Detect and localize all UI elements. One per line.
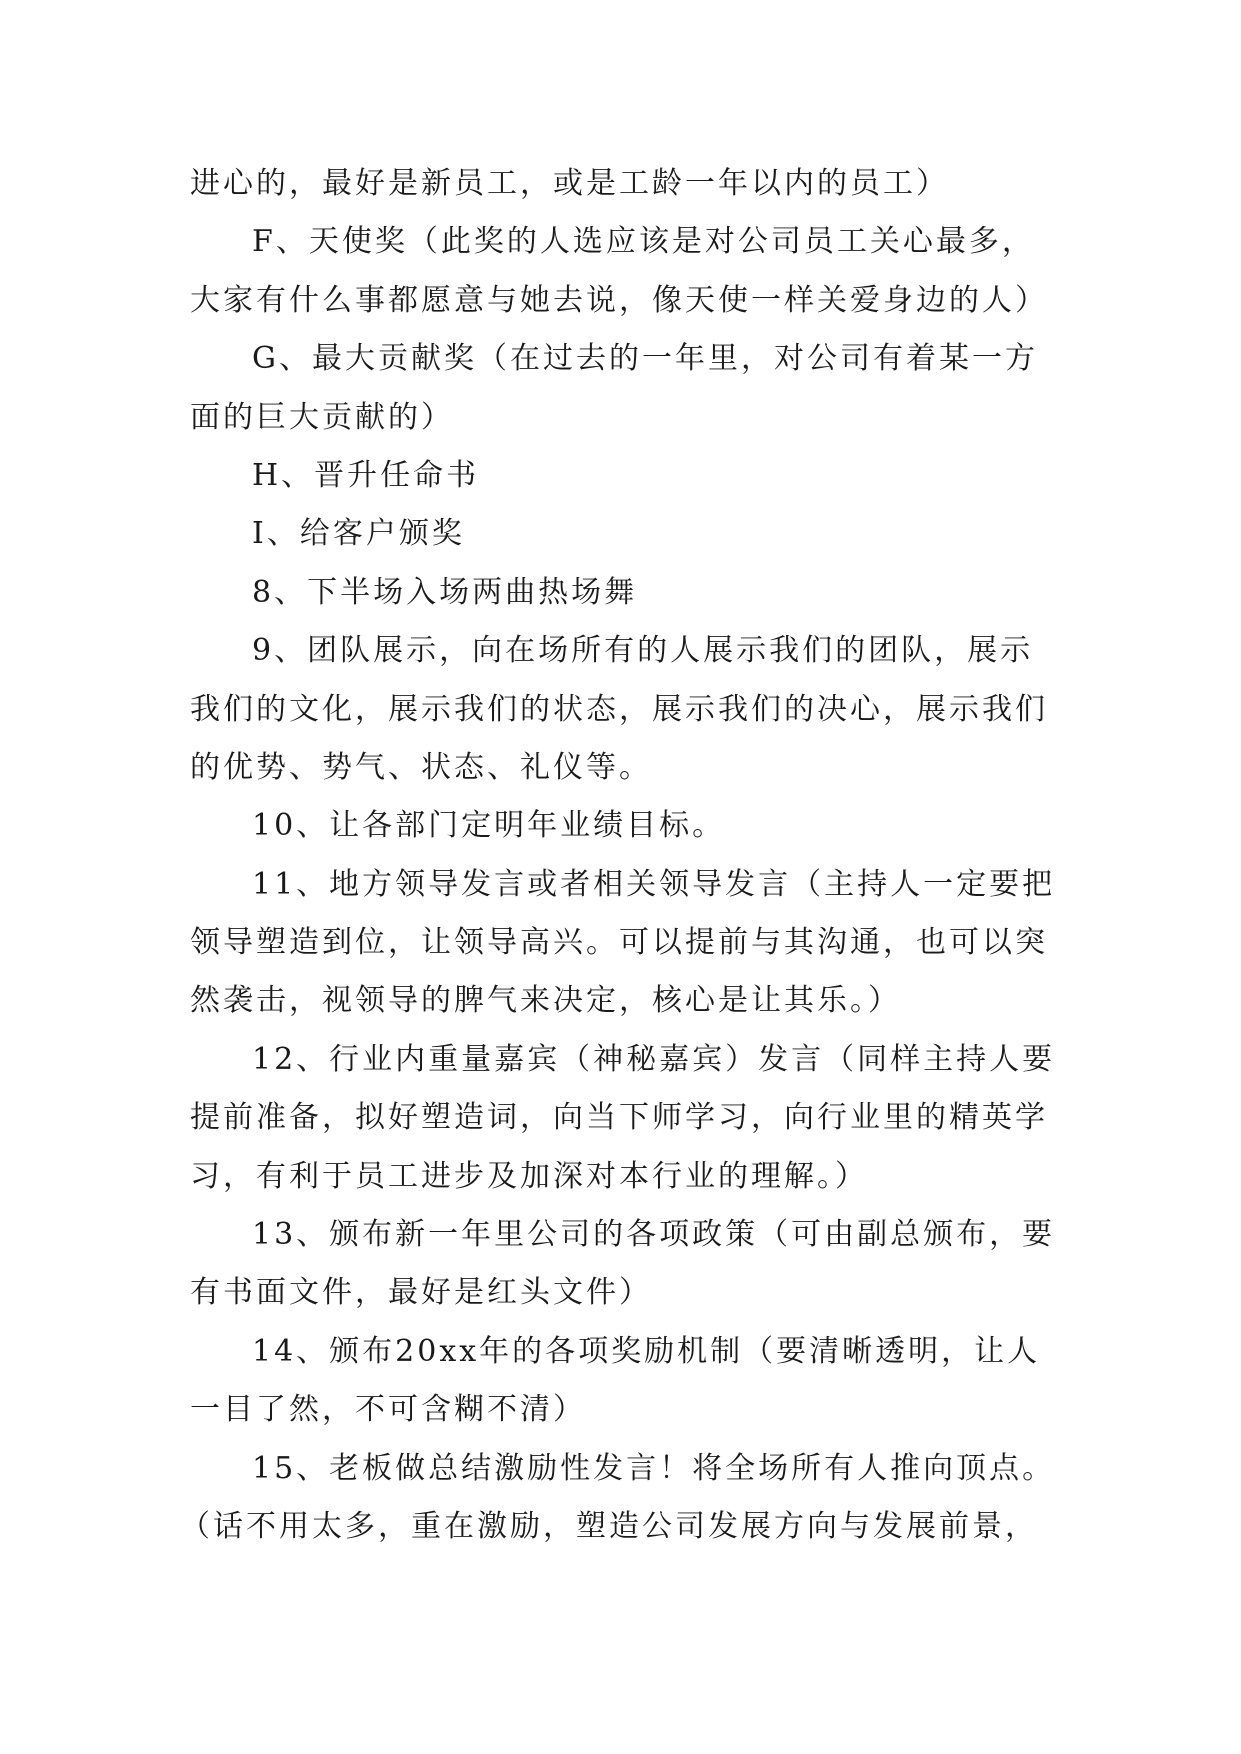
text-line: H、晋升任命书 bbox=[252, 457, 480, 493]
text-line: 有书面文件，最好是红头文件） bbox=[190, 1275, 652, 1311]
text-line: 8、下半场入场两曲热场舞 bbox=[252, 574, 638, 610]
text-line: 大家有什么事都愿意与她去说，像天使一样关爱身边的人） bbox=[190, 282, 1048, 318]
text-line: 领导塑造到位，让领导高兴。可以提前与其沟通，也可以突 bbox=[190, 925, 1048, 961]
text-line: 10、让各部门定明年业绩目标。 bbox=[252, 808, 726, 844]
text-line: 面的巨大贡献的） bbox=[190, 399, 454, 435]
text-line: 习，有利于员工进步及加深对本行业的理解。） bbox=[190, 1158, 868, 1194]
text-line: 13、颁布新一年里公司的各项政策（可由副总颁布，要 bbox=[252, 1217, 1056, 1253]
text-line: F、天使奖（此奖的人选应该是对公司员工关心最多， bbox=[252, 224, 1035, 260]
text-line: 9、团队展示，向在场所有的人展示我们的团队，展示 bbox=[252, 633, 1034, 669]
text-line: 11、地方领导发言或者相关领导发言（主持人一定要把 bbox=[252, 866, 1056, 902]
text-line: （话不用太多，重在激励，塑造公司发展方向与发展前景， bbox=[180, 1508, 1038, 1544]
text-line: 的优势、势气、状态、礼仪等。 bbox=[190, 749, 652, 785]
text-line: 14、颁布20xx年的各项奖励机制（要清晰透明，让人 bbox=[252, 1333, 1041, 1369]
text-line: 进心的，最好是新员工，或是工龄一年以内的员工） bbox=[190, 166, 949, 201]
text-line: 12、行业内重量嘉宾（神秘嘉宾）发言（同样主持人要 bbox=[252, 1041, 1056, 1077]
text-line: G、最大贡献奖（在过去的一年里，对公司有着某一方 bbox=[252, 341, 1038, 377]
text-line: I、给客户颁奖 bbox=[252, 516, 465, 552]
text-line: 我们的文化，展示我们的状态，展示我们的决心，展示我们 bbox=[190, 691, 1048, 727]
text-line: 然袭击，视领导的脾气来决定，核心是让其乐。） bbox=[190, 983, 901, 1019]
text-line: 提前准备，拟好塑造词，向当下师学习，向行业里的精英学 bbox=[190, 1100, 1048, 1136]
text-line: 一目了然，不可含糊不清） bbox=[190, 1392, 586, 1428]
document-body bbox=[180, 155, 1060, 1556]
text-line: 15、老板做总结激励性发言！将全场所有人推向顶点。 bbox=[252, 1450, 1056, 1486]
